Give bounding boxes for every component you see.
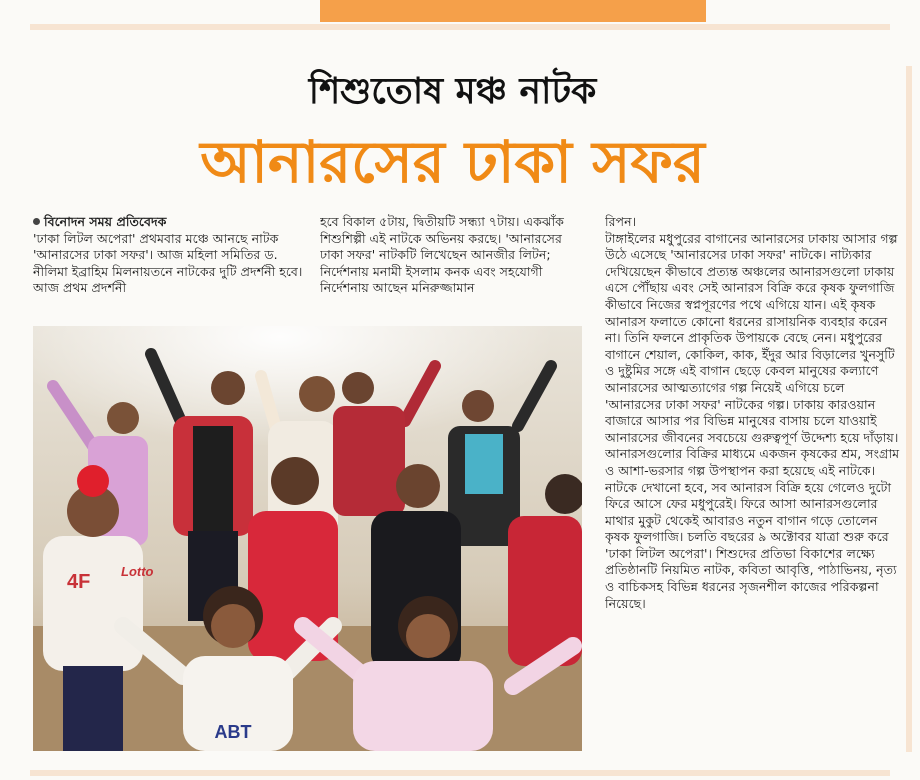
byline-text: বিনোদন সময় প্রতিবেদক	[44, 214, 167, 229]
article-photo	[33, 326, 582, 751]
right-margin-rule	[906, 66, 912, 752]
top-rule	[30, 24, 890, 30]
shirt-text-4f: 4F	[67, 571, 91, 593]
column-1-text: 'ঢাকা লিটল অপেরা' প্রথমবার মঞ্চে আনছে নাটক 'আনারসের ঢাকা সফর'। আজ মহিলা সমিতির ড. নীলিমা ইব্রাহিম মিলনায়তনে নাটকের দুটি প্রদর্শনী হবে। আজ প্রথম প্রদর্শনী	[33, 230, 303, 296]
bullet-icon	[33, 218, 40, 225]
shirt-text-abt: ABT	[214, 722, 252, 742]
top-accent-bar	[320, 0, 706, 22]
column-2-text: হবে বিকাল ৫টায়, দ্বিতীয়টি সন্ধ্যা ৭টায়। একঝাঁক শিশুশিল্পী এই নাটকে অভিনয় করছে। 'আনারসের ঢাকা সফর' নাটকটি লিখেছেন আনজীর লিটন; নির্দেশনায় মনামী ইসলাম কনক এবং সহযোগী নির্দেশনায় আছেন মনিরুজ্জামান	[320, 214, 564, 296]
article-column-2	[320, 214, 582, 324]
article-kicker: শিশুতোষ মঞ্চ নাটক	[308, 71, 597, 112]
article-column-3	[605, 214, 903, 754]
shirt-text-lotto: Lotto	[121, 564, 154, 579]
bottom-rule	[30, 770, 890, 776]
article-column-1	[33, 214, 303, 324]
article-headline: আনারসের ঢাকা সফর	[200, 128, 705, 196]
byline	[33, 214, 303, 231]
column-3-paragraph-2: টাঙ্গাইলের মধুপুরের বাগানের আনারসের ঢাকায় আসার গল্প উঠে এসেছে 'আনারসের ঢাকা সফর' নাটকে। নাট্যকার দেখিয়েছেন কীভাবে প্রত্যন্ত অঞ্চলের আনারসগুলো ঢাকায় এসে পৌঁছায় এবং সেই আনারস বিক্রি করে কৃষক ফুলগাজি কীভাবে নিজের স্বপ্নপূরণের পথে এগিয়ে যান। এই কৃষক আনারস ফলাতে কোনো ধরনের রাসায়নিক ব্যবহার করেন না। তিনি ফলনে প্রাকৃতিক উপায়কে বেছে নেন। মধুপুরের বাগানে শেয়াল, কোকিল, কাক, ইঁদুর আর বিড়ালের খুনসুটি ও দুষ্টুমির সঙ্গে এই বাগান ছেড়ে কেবল মানুষের কল্যাণে আনারসের আত্মত্যাগের গল্প নিয়েই এগিয়ে চলে 'আনারসের ঢাকা সফর' নাটকের গল্প। ঢাকায় কারওয়ান বাজারে আসার পর বিভিন্ন মানুষের বাসায় চলে যাওয়াই আনারসের জীবনের সবচেয়ে গুরুত্বপূর্ণ উদ্দেশ্য হয়ে দাঁড়ায়। আনারসগুলোর বিক্রির মাধ্যমে একজন কৃষকের শ্রম, সংগ্রাম ও আশা-ভরসার গল্প উপস্থাপন করা হয়েছে এই নাটকে। নাটকে দেখানো হবে, সব আনারস বিক্রি হয়ে গেলেও দুটো ফিরে আসে ফের মধুপুরেই। ফিরে আসা আনারসগুলোর মাথার মুকুট থেকেই আবারও নতুন বাগান গড়ে তোলেন কৃষক ফুলগাজি। চলতি বছরের ৯ অক্টোবর যাত্রা শুরু করে 'ঢাকা লিটল অপেরা'। শিশুদের প্রতিভা বিকাশের লক্ষ্যে প্রতিষ্ঠানটি নিয়মিত নাটক, কবিতা আবৃত্তি, পাঠাভিনয়, নৃত্য ও বাচিকসহ বিভিন্ন ধরনের সৃজনশীল কাজের পরিকল্পনা নিয়েছে।	[605, 230, 900, 611]
column-3-paragraph-1: রিপন।	[605, 214, 637, 229]
